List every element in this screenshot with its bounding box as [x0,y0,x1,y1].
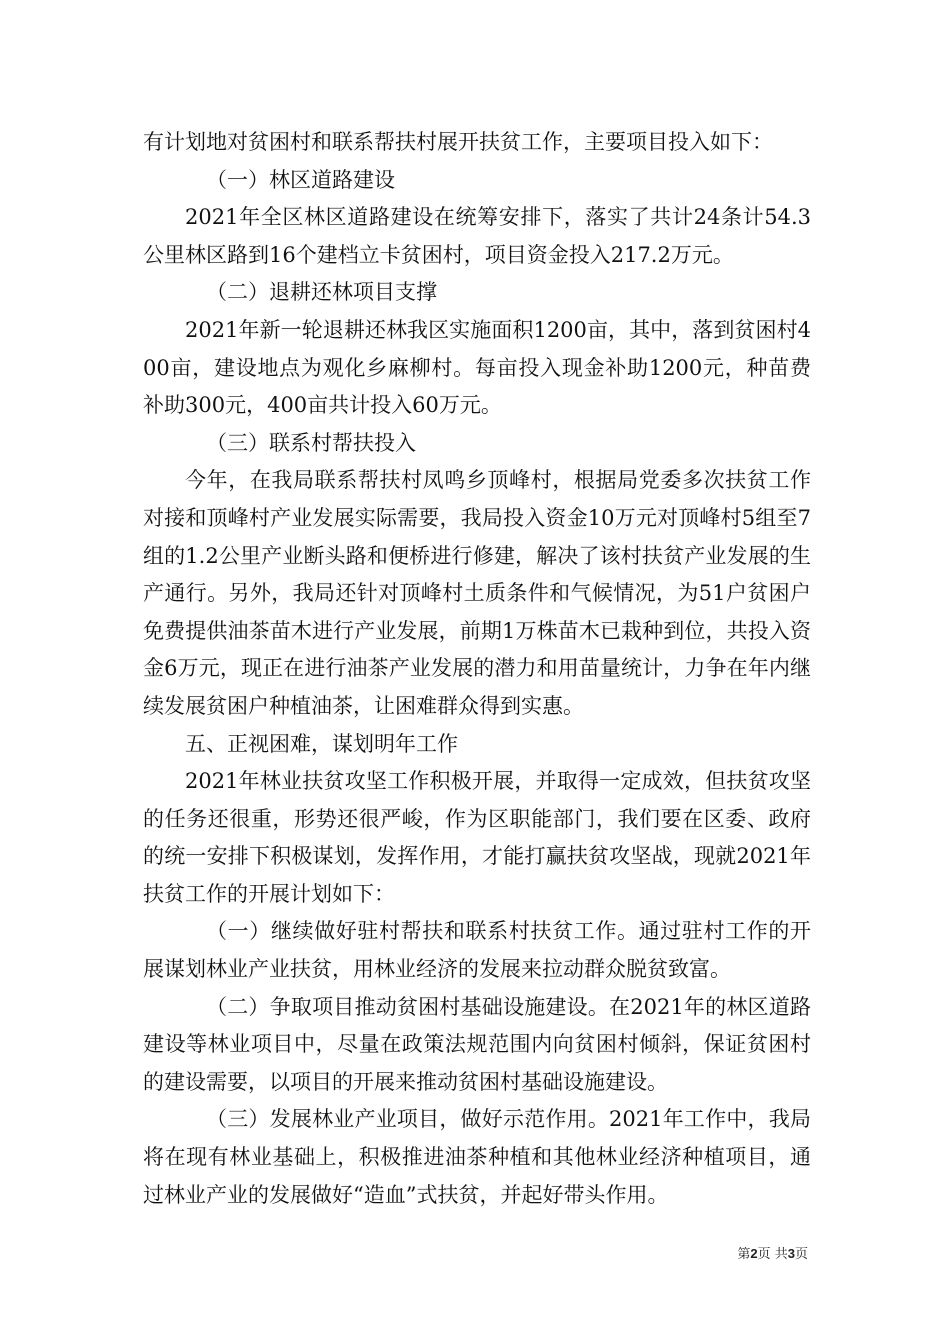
plan-item-1: （一）继续做好驻村帮扶和联系村扶贫工作。通过驻村工作的开展谋划林业产业扶贫，用林业经济的发展来拉动群众脱贫致富。 [143,919,811,982]
paragraph-reforestation: 2021年新一轮退耕还林我区实施面积1200亩，其中，落到贫困村400亩，建设地点为观化乡麻柳村。每亩投入现金补助1200元，种苗费补助300元，400亩共计投入60万元。 [143,317,811,418]
section-heading-forest-roads: （一）林区道路建设 [206,167,395,192]
paragraph-next-year: 2021年林业扶贫攻坚工作积极开展，并取得一定成效，但扶贫攻坚的任务还很重，形势还很严峻，作为区职能部门，我们要在区委、政府的统一安排下积极谋划，发挥作用，才能打赢扶贫攻坚战，现就2021年扶贫工作的开展计划如下： [143,769,811,906]
plan-item-3: （三）发展林业产业项目，做好示范作用。2021年工作中，我局将在现有林业基础上，积极推进油茶种植和其他林业经济种植项目，通过林业产业的发展做好“造血”式扶贫，并起好带头作用。 [143,1107,811,1207]
paragraph-village-support: 今年，在我局联系帮扶村凤鸣乡顶峰村，根据局党委多次扶贫工作对接和顶峰村产业发展实际需要，我局投入资金10万元对顶峰村5组至7组的1.2公里产业断头路和便桥进行修建，解决了该村扶贫产业发展的生产通行。另外，我局还针对顶峰村土质条件和气候情况，为51户贫困户免费提供油茶苗木进行产业发展，前期1万株苗木已栽种到位，共投入资金6万元，现正在进行油茶产业发展的潜力和用苗量统计，力争在年内继续发展贫困户种植油茶，让困难群众得到实惠。 [143,468,811,718]
document-body [143,124,811,1214]
footer-suffix: 页 [794,1247,808,1262]
section-heading-next-year: 五、正视困难，谋划明年工作 [185,731,458,756]
footer-total-pages: 3 [787,1246,795,1261]
section-heading-village-support: （三）联系村帮扶投入 [206,430,416,455]
footer-middle: 页 共 [757,1247,788,1262]
paragraph-intro: 有计划地对贫困村和联系帮扶村展开扶贫工作，主要项目投入如下： [143,130,773,154]
footer-current-page: 2 [750,1246,758,1261]
page-number-footer [0,1243,808,1262]
paragraph-forest-roads: 2021年全区林区道路建设在统筹安排下，落实了共计24条计54.3公里林区路到16个建档立卡贫困村，项目资金投入217.2万元。 [143,205,811,267]
plan-item-2: （二）争取项目推动贫困村基础设施建设。在2021年的林区道路建设等林业项目中，尽量在政策法规范围内向贫困村倾斜，保证贫困村的建设需要，以项目的开展来推动贫困村基础设施建设。 [143,994,811,1094]
footer-prefix: 第 [737,1247,751,1262]
section-heading-reforestation: （二）退耕还林项目支撑 [206,280,437,305]
